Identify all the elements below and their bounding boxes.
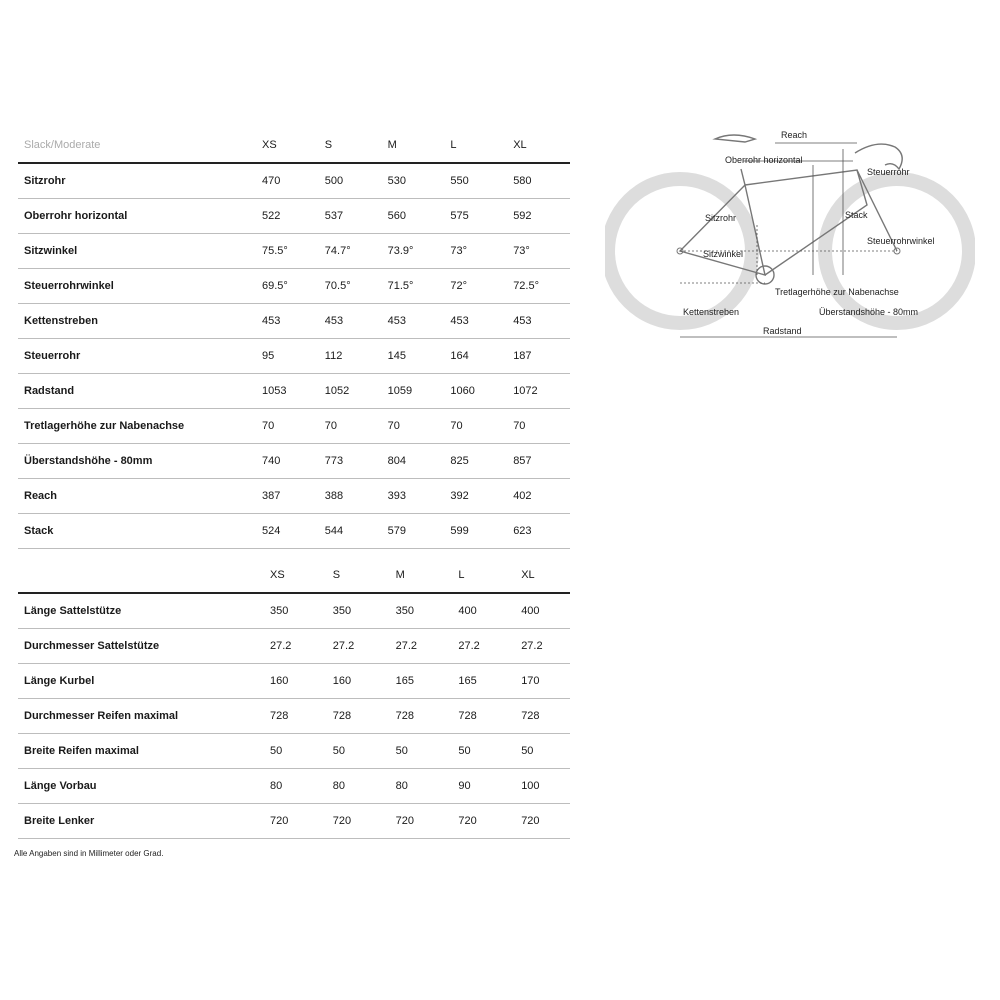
- cell-value: 599: [444, 514, 507, 549]
- size-header: XS: [256, 127, 319, 163]
- row-label: Länge Vorbau: [18, 769, 256, 804]
- cell-value: 70: [256, 409, 319, 444]
- components-header-label: [18, 557, 256, 593]
- saddle: [715, 135, 755, 142]
- table-row: [18, 629, 570, 664]
- cell-value: 544: [319, 514, 382, 549]
- table-row: [18, 163, 570, 199]
- cell-value: 720: [319, 804, 382, 839]
- cell-value: 100: [507, 769, 570, 804]
- cell-value: 623: [507, 514, 570, 549]
- geometry-header-label: Slack/Moderate: [18, 127, 256, 163]
- cell-value: 387: [256, 479, 319, 514]
- cell-value: 50: [319, 734, 382, 769]
- row-label: Reach: [18, 479, 256, 514]
- cell-value: 145: [382, 339, 445, 374]
- cell-value: 80: [382, 769, 445, 804]
- cell-value: 720: [382, 804, 445, 839]
- head-tube-label: Steuerrohr: [867, 167, 910, 177]
- table-row: [18, 769, 570, 804]
- cell-value: 72°: [444, 269, 507, 304]
- top-tube-label: Oberrohr horizontal: [725, 155, 803, 165]
- cell-value: 453: [319, 304, 382, 339]
- footnote: Alle Angaben sind in Millimeter oder Grad.: [14, 849, 164, 858]
- components-header-row: [18, 557, 570, 593]
- table-row: [18, 514, 570, 549]
- cell-value: 470: [256, 163, 319, 199]
- cell-value: 73°: [444, 234, 507, 269]
- table-row: [18, 664, 570, 699]
- cell-value: 453: [256, 304, 319, 339]
- cell-value: 95: [256, 339, 319, 374]
- row-label: Länge Kurbel: [18, 664, 256, 699]
- standover-label: Überstandshöhe - 80mm: [819, 307, 919, 317]
- components-table-body: [18, 593, 570, 839]
- table-row: [18, 199, 570, 234]
- size-header: S: [319, 127, 382, 163]
- reach-label: Reach: [781, 130, 808, 140]
- cell-value: 50: [507, 734, 570, 769]
- cell-value: 825: [444, 444, 507, 479]
- cell-value: 70: [382, 409, 445, 444]
- cell-value: 575: [444, 199, 507, 234]
- cell-value: 50: [444, 734, 507, 769]
- size-header: L: [444, 127, 507, 163]
- table-row: [18, 409, 570, 444]
- size-header: M: [382, 127, 445, 163]
- cell-value: 1072: [507, 374, 570, 409]
- geometry-table-body: [18, 163, 570, 549]
- cell-value: 350: [382, 593, 445, 629]
- size-header: XS: [256, 557, 319, 593]
- cell-value: 453: [507, 304, 570, 339]
- table-row: [18, 374, 570, 409]
- size-header: XL: [507, 557, 570, 593]
- cell-value: 728: [382, 699, 445, 734]
- cell-value: 70: [319, 409, 382, 444]
- table-row: [18, 234, 570, 269]
- cell-value: 72.5°: [507, 269, 570, 304]
- geometry-table: [18, 127, 570, 549]
- cell-value: 537: [319, 199, 382, 234]
- cell-value: 74.7°: [319, 234, 382, 269]
- components-table: [18, 557, 570, 839]
- cell-value: 728: [319, 699, 382, 734]
- cell-value: 50: [256, 734, 319, 769]
- cell-value: 71.5°: [382, 269, 445, 304]
- row-label: Stack: [18, 514, 256, 549]
- geometry-header-row: [18, 127, 570, 163]
- cell-value: 550: [444, 163, 507, 199]
- row-label: Steuerrohr: [18, 339, 256, 374]
- cell-value: 350: [256, 593, 319, 629]
- cell-value: 580: [507, 163, 570, 199]
- row-label: Sitzrohr: [18, 163, 256, 199]
- size-header: XL: [507, 127, 570, 163]
- table-row: [18, 804, 570, 839]
- cell-value: 400: [444, 593, 507, 629]
- cell-value: 530: [382, 163, 445, 199]
- cell-value: 579: [382, 514, 445, 549]
- table-row: [18, 479, 570, 514]
- table-row: [18, 269, 570, 304]
- row-label: Durchmesser Reifen maximal: [18, 699, 256, 734]
- row-label: Länge Sattelstütze: [18, 593, 256, 629]
- cell-value: 27.2: [507, 629, 570, 664]
- cell-value: 453: [382, 304, 445, 339]
- cell-value: 522: [256, 199, 319, 234]
- cell-value: 350: [319, 593, 382, 629]
- cell-value: 500: [319, 163, 382, 199]
- cell-value: 720: [256, 804, 319, 839]
- cell-value: 80: [256, 769, 319, 804]
- cell-value: 112: [319, 339, 382, 374]
- seat-angle-label: Sitzwinkel: [703, 249, 744, 259]
- cell-value: 402: [507, 479, 570, 514]
- cell-value: 804: [382, 444, 445, 479]
- cell-value: 1053: [256, 374, 319, 409]
- table-row: [18, 304, 570, 339]
- cell-value: 170: [507, 664, 570, 699]
- cell-value: 720: [507, 804, 570, 839]
- row-label: Durchmesser Sattelstütze: [18, 629, 256, 664]
- row-label: Breite Reifen maximal: [18, 734, 256, 769]
- size-header: L: [444, 557, 507, 593]
- cell-value: 27.2: [256, 629, 319, 664]
- cell-value: 27.2: [382, 629, 445, 664]
- cell-value: 187: [507, 339, 570, 374]
- cell-value: 165: [382, 664, 445, 699]
- cell-value: 69.5°: [256, 269, 319, 304]
- row-label: Sitzwinkel: [18, 234, 256, 269]
- stack-label: Stack: [845, 210, 868, 220]
- cell-value: 728: [507, 699, 570, 734]
- cell-value: 1052: [319, 374, 382, 409]
- bike-geometry-diagram: [605, 125, 975, 345]
- cell-value: 75.5°: [256, 234, 319, 269]
- head-angle-label: Steuerrohrwinkel: [867, 236, 935, 246]
- cell-value: 73°: [507, 234, 570, 269]
- cell-value: 720: [444, 804, 507, 839]
- size-header: M: [382, 557, 445, 593]
- cell-value: 393: [382, 479, 445, 514]
- cell-value: 400: [507, 593, 570, 629]
- cell-value: 1059: [382, 374, 445, 409]
- cell-value: 728: [444, 699, 507, 734]
- handlebar: [855, 144, 902, 169]
- size-header: S: [319, 557, 382, 593]
- cell-value: 388: [319, 479, 382, 514]
- row-label: Kettenstreben: [18, 304, 256, 339]
- cell-value: 524: [256, 514, 319, 549]
- cell-value: 392: [444, 479, 507, 514]
- cell-value: 70: [507, 409, 570, 444]
- cell-value: 73.9°: [382, 234, 445, 269]
- cell-value: 728: [256, 699, 319, 734]
- row-label: Breite Lenker: [18, 804, 256, 839]
- row-label: Tretlagerhöhe zur Nabenachse: [18, 409, 256, 444]
- row-label: Steuerrohrwinkel: [18, 269, 256, 304]
- row-label: Oberrohr horizontal: [18, 199, 256, 234]
- cell-value: 160: [256, 664, 319, 699]
- cell-value: 70.5°: [319, 269, 382, 304]
- main-triangle: [745, 170, 867, 275]
- seat-tube-label: Sitzrohr: [705, 213, 737, 223]
- row-label: Überstandshöhe - 80mm: [18, 444, 256, 479]
- cell-value: 27.2: [319, 629, 382, 664]
- seatpost: [741, 169, 745, 185]
- table-row: [18, 734, 570, 769]
- cell-value: 592: [507, 199, 570, 234]
- bb-drop-label: Tretlagerhöhe zur Nabenachse: [775, 287, 899, 297]
- cell-value: 857: [507, 444, 570, 479]
- cell-value: 27.2: [444, 629, 507, 664]
- wheelbase-label: Radstand: [763, 326, 802, 336]
- cell-value: 160: [319, 664, 382, 699]
- cell-value: 164: [444, 339, 507, 374]
- table-row: [18, 593, 570, 629]
- cell-value: 70: [444, 409, 507, 444]
- chainstays-label: Kettenstreben: [683, 307, 740, 317]
- row-label: Radstand: [18, 374, 256, 409]
- cell-value: 773: [319, 444, 382, 479]
- cell-value: 80: [319, 769, 382, 804]
- table-row: [18, 699, 570, 734]
- table-row: [18, 444, 570, 479]
- cell-value: 165: [444, 664, 507, 699]
- cell-value: 90: [444, 769, 507, 804]
- cell-value: 740: [256, 444, 319, 479]
- table-row: [18, 339, 570, 374]
- cell-value: 453: [444, 304, 507, 339]
- cell-value: 560: [382, 199, 445, 234]
- cell-value: 50: [382, 734, 445, 769]
- cell-value: 1060: [444, 374, 507, 409]
